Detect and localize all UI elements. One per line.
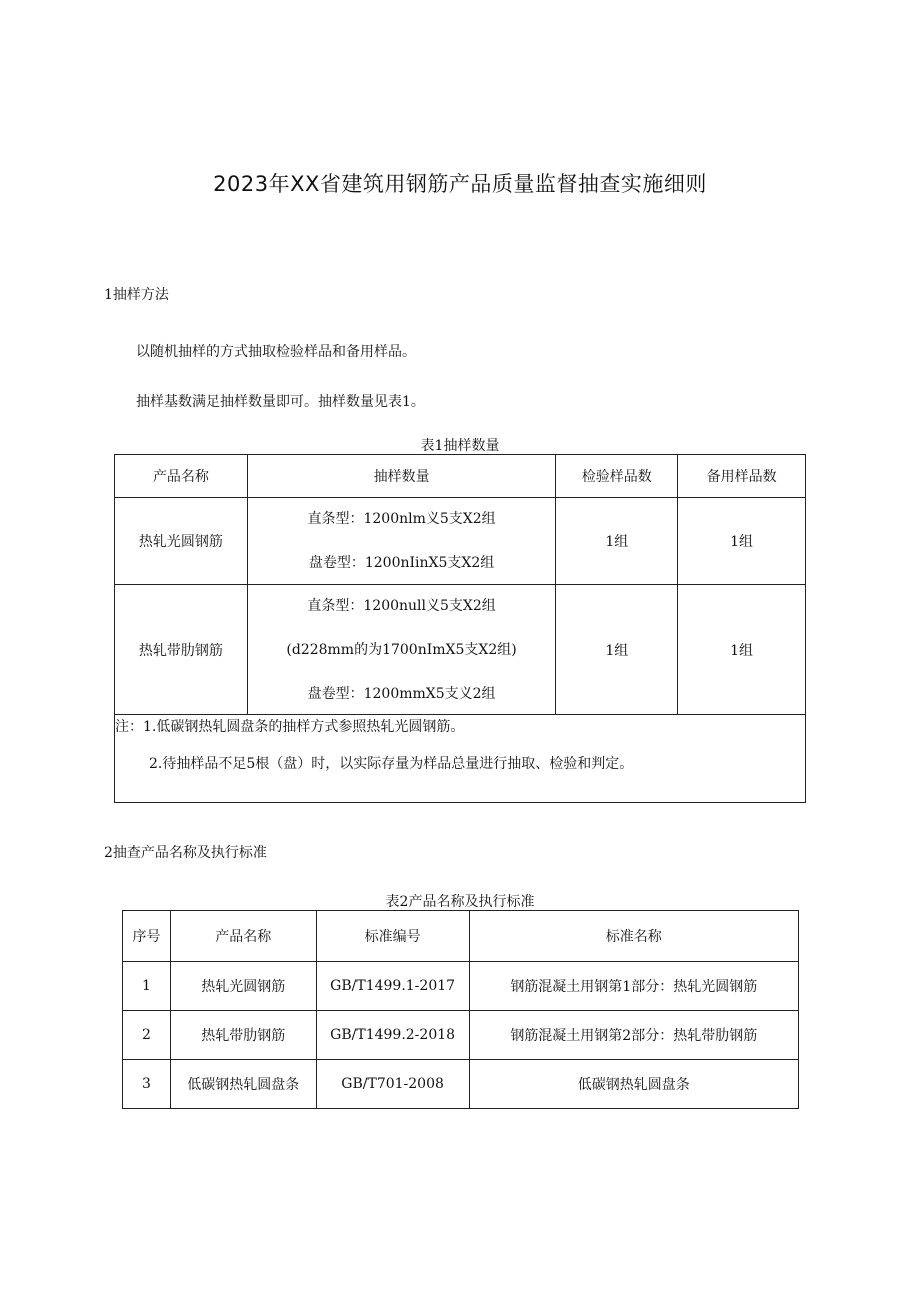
standard-code-cell: GB/T701-2008 [316,1060,469,1109]
table-header-row [115,455,806,498]
sample-quantity-cell [247,498,556,585]
spare-samples-cell: 1组 [678,585,806,715]
product-standards-table [122,910,799,1109]
header-spare-samples: 备用样品数 [678,455,806,498]
section-1-heading: 1抽样方法 [104,287,169,303]
table-row [123,1060,799,1109]
table-row [115,585,806,715]
standard-name-cell: 钢筋混凝土用钢第1部分：热轧光圆钢筋 [469,962,798,1011]
header-standard-name: 标准名称 [469,911,798,962]
header-product-name: 产品名称 [170,911,316,962]
standard-name-cell: 钢筋混凝土用钢第2部分：热轧带肋钢筋 [469,1011,798,1060]
table-notes [115,715,806,803]
header-sample-quantity: 抽样数量 [247,455,556,498]
section-1-paragraph-2: 抽样基数满足抽样数量即可。抽样数量见表1。 [136,394,425,410]
product-name-cell: 热轧光圆钢筋 [170,962,316,1011]
standard-name-cell: 低碳钢热轧圆盘条 [469,1060,798,1109]
sample-quantity-cell [247,585,556,715]
product-name-cell: 热轧光圆钢筋 [115,498,248,585]
table-1-caption: 表1抽样数量 [420,438,500,454]
sampling-quantity-table [114,454,806,803]
standard-code-cell: GB/T1499.2-2018 [316,1011,469,1060]
spare-samples-cell: 1组 [678,498,806,585]
table-row [123,1011,799,1060]
table-row [115,498,806,585]
quantity-line: 直条型：1200null义5支X2组 [307,597,496,614]
note-line: 2.待抽样品不足5根（盘）时，以实际存量为样品总量进行抽取、检验和判定。 [149,756,634,772]
quantity-line: 盘卷型：1200nIinX5支X2组 [308,555,495,571]
section-2-heading: 2抽查产品名称及执行标准 [104,845,267,861]
table-2-caption: 表2产品名称及执行标准 [385,894,535,910]
section-1-paragraph-1: 以随机抽样的方式抽取检验样品和备用样品。 [136,344,416,360]
standard-code-cell: GB/T1499.1-2017 [316,962,469,1011]
test-samples-cell: 1组 [556,498,678,585]
quantity-line: 盘卷型：1200mmX5支义2组 [307,685,496,702]
quantity-line: 直条型：1200nlm义5支X2组 [307,511,496,527]
header-test-samples: 检验样品数 [556,455,678,498]
table-notes-row [115,715,806,803]
product-name-cell: 热轧带肋钢筋 [115,585,248,715]
serial-no-cell: 1 [123,962,171,1011]
note-line: 注：1.低碳钢热轧圆盘条的抽样方式参照热轧光圆钢筋。 [115,719,465,735]
serial-no-cell: 2 [123,1011,171,1060]
header-serial-no: 序号 [123,911,171,962]
document-title: 2023年XX省建筑用钢筋产品质量监督抽查实施细则 [213,172,707,196]
product-name-cell: 热轧带肋钢筋 [170,1011,316,1060]
test-samples-cell: 1组 [556,585,678,715]
table-header-row [123,911,799,962]
table-row [123,962,799,1011]
quantity-line: (d228mm的为1700nImX5支X2组) [286,641,517,658]
product-name-cell: 低碳钢热轧圆盘条 [170,1060,316,1109]
header-product-name: 产品名称 [115,455,248,498]
serial-no-cell: 3 [123,1060,171,1109]
header-standard-code: 标准编号 [316,911,469,962]
